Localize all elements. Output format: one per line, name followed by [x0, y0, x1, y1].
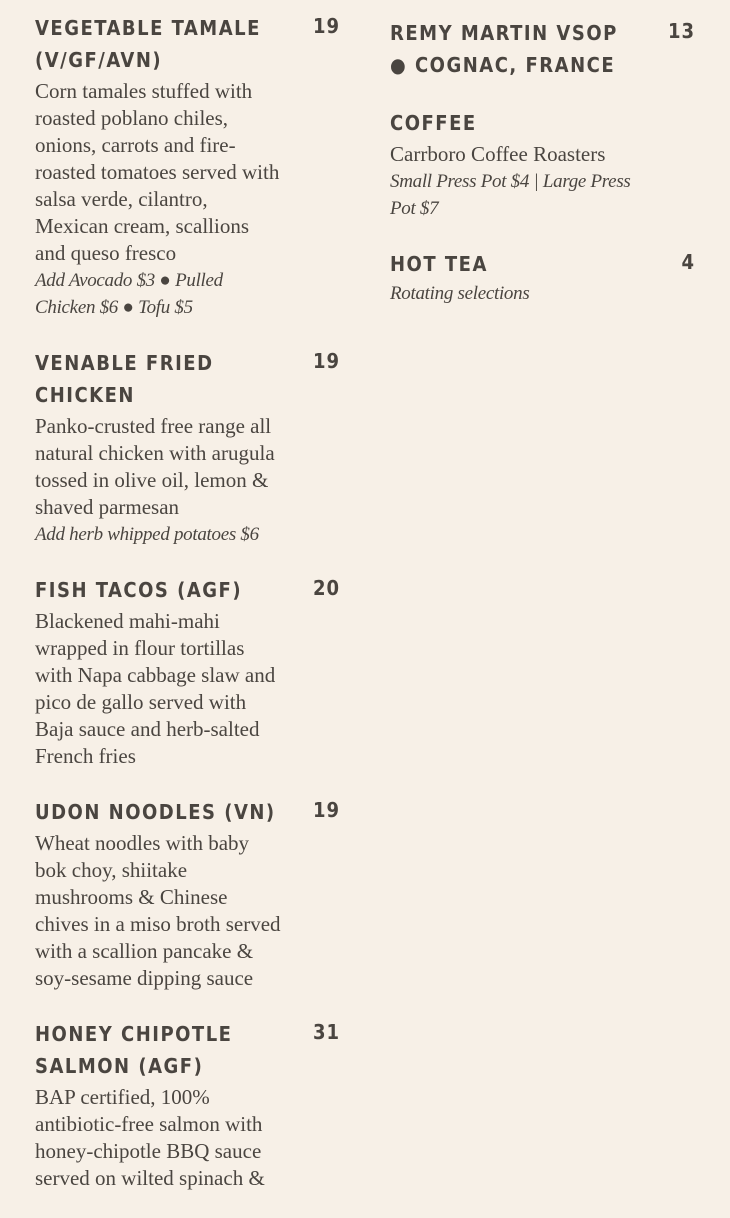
menu-item-header — [390, 107, 695, 139]
menu-item-description: BAP certified, 100% antibiotic-free salmon with honey-chipotle BBQ sauce served on wilted spinach & — [35, 1085, 265, 1190]
menu-item-header — [390, 17, 695, 81]
menu-item-name: HONEY CHIPOTLE SALMON (AGF) — [35, 1022, 233, 1078]
menu-item — [35, 574, 340, 770]
menu-item — [390, 107, 695, 222]
menu-item-price: 20 — [312, 576, 340, 600]
menu-column-right — [390, 17, 695, 333]
menu-item — [390, 17, 695, 81]
menu-item — [35, 796, 340, 992]
menu-item-price: 19 — [312, 349, 340, 373]
menu-item-header — [35, 12, 340, 76]
menu-item-header — [35, 574, 340, 606]
menu-item-addons: Add herb whipped potatoes $6 — [35, 524, 259, 545]
menu-item-header — [390, 248, 695, 280]
menu-item-name: VENABLE FRIED CHICKEN — [35, 351, 214, 407]
menu-item-addons: Small Press Pot $4 | Large Press Pot $7 — [390, 171, 631, 219]
menu-item-header — [35, 347, 340, 411]
menu-item-description: Blackened mahi-mahi wrapped in flour tortillas with Napa cabbage slaw and pico de gallo served with Baja sauce and herb-salted French fries — [35, 609, 276, 768]
menu-item — [35, 12, 340, 321]
menu-item-header — [35, 1018, 340, 1082]
menu-item-name: FISH TACOS (AGF) — [35, 578, 243, 602]
menu-item-description: Wheat noodles with baby bok choy, shiitake mushrooms & Chinese chives in a miso broth served with a scallion pancake & soy-sesame dipping sauce — [35, 831, 281, 990]
menu-item-price: 31 — [312, 1020, 340, 1044]
menu-item-header — [35, 796, 340, 828]
menu-item-description: Carrboro Coffee Roasters — [390, 142, 606, 166]
menu-item-name: HOT TEA — [390, 252, 488, 276]
menu-item-name: VEGETABLE TAMALE (V/GF/AVN) — [35, 16, 261, 72]
menu-item-name: COFFEE — [390, 111, 477, 135]
menu-item-description: Panko-crusted free range all natural chicken with arugula tossed in olive oil, lemon & shaved parmesan — [35, 414, 275, 519]
menu-column-left — [35, 12, 340, 1218]
menu-item-price: 19 — [312, 798, 340, 822]
menu-item-addons: Rotating selections — [390, 283, 530, 304]
menu-item — [35, 347, 340, 548]
menu-item-name: REMY MARTIN VSOP ● COGNAC, FRANCE — [390, 21, 618, 77]
menu-item — [390, 248, 695, 307]
menu-item-price: 19 — [312, 14, 340, 38]
menu-item — [35, 1018, 340, 1192]
menu-item-addons: Add Avocado $3 ● Pulled Chicken $6 ● Tofu $5 — [35, 270, 223, 318]
menu-item-price: 4 — [681, 250, 695, 274]
menu-item-name: UDON NOODLES (VN) — [35, 800, 276, 824]
menu-item-price: 13 — [667, 19, 695, 43]
menu-item-description: Corn tamales stuffed with roasted poblano chiles, onions, carrots and fire-roasted tomatoes served with salsa verde, cilantro, Mexican cream, scallions and queso fresco — [35, 79, 280, 265]
